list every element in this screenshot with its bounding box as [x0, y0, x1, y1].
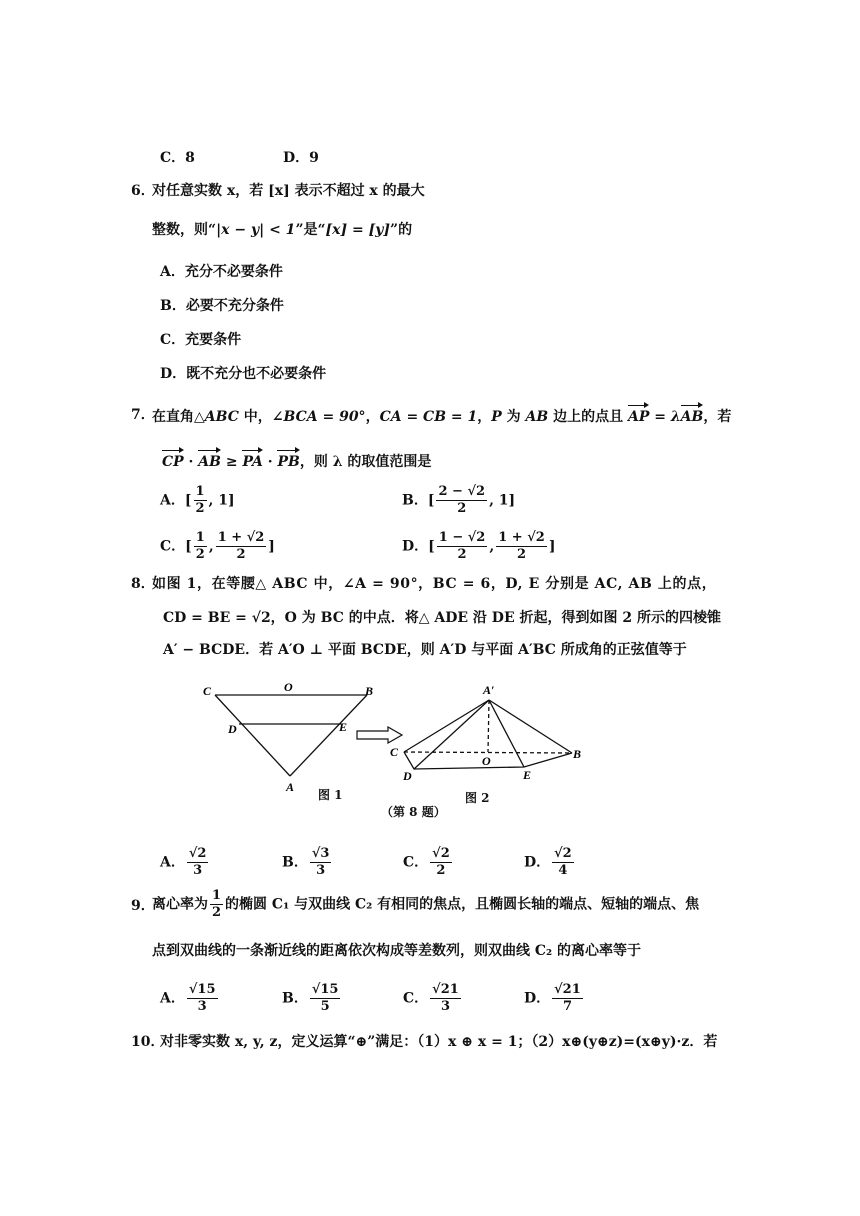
q6-option-c: C．充要条件 — [160, 332, 242, 348]
label-b: B — [365, 684, 374, 698]
vector-pb: PB — [277, 448, 299, 472]
fraction: $\frac{1 - √2}{2}$ — [438, 530, 486, 562]
q7-option-a: A．[ $\frac{1}{2}$ , 1] — [160, 484, 235, 516]
q10-stem-line1: 对非零实数 x, y, z，定义运算“⊕”满足：（1）x ⊕ x = 1；（2）x⊕(y⊕z)=(x⊕y)·z．若 — [160, 1034, 718, 1050]
label-c: C — [390, 745, 399, 759]
fraction: $\frac{√3}{3}$ — [311, 846, 330, 878]
q8-stem-line2: CD = BE = √2，O 为 BC 的中点．将△ ADE 沿 DE 折起，得到如图 2 所示的四棱锥 — [163, 610, 721, 626]
q6-stem-line2: 整数，则“|x − y| < 1”是“[x] = [y]”的 — [152, 222, 413, 238]
q10-number: 10． — [131, 1034, 165, 1050]
q8-option-a: A． $\frac{√2}{3}$ — [160, 846, 207, 878]
fraction: $\frac{1 + √2}{2}$ — [217, 530, 265, 562]
figure-caption: （第 8 题） — [381, 805, 446, 819]
vector-ab: AB — [681, 403, 704, 427]
q7-option-d: D．[ $\frac{1 - √2}{2}$ , $\frac{1 + √2}{2}$ ] — [402, 530, 556, 562]
fraction: $\frac{1}{2}$ — [195, 530, 205, 562]
vector-pa: PA — [242, 448, 262, 472]
label-d: D — [228, 722, 237, 736]
fraction: $\frac{1}{2}$ — [195, 484, 205, 516]
q7-stem-line2: CP · AB ≥ PA · PB，则 λ 的取值范围是 — [162, 448, 431, 472]
q8-option-c: C． $\frac{√2}{2}$ — [403, 846, 450, 878]
fraction: $\frac{2 - √2}{2}$ — [438, 484, 486, 516]
q7-stem-line1: 在直角△ABC 中，∠BCA = 90°，CA = CB = 1，P 为 AB 边上的点且 AP = λAB，若 — [152, 403, 731, 427]
figure-1-caption: 图 1 — [318, 788, 343, 802]
fraction: $\frac{√2}{2}$ — [432, 846, 450, 878]
q9-stem-line1: 离心率为 $\frac{1}{2}$ 的椭圆 C₁ 与双曲线 C₂ 有相同的焦点，且椭圆长轴的端点、短轴的端点、焦 — [152, 888, 700, 920]
q9-number: 9． — [131, 898, 155, 914]
q7-option-b: B．[ $\frac{2 - √2}{2}$ , 1] — [402, 484, 516, 516]
q7-option-c: C．[ $\frac{1}{2}$ , $\frac{1 + √2}{2}$ ] — [160, 530, 275, 562]
q9-option-d: D． $\frac{√21}{7}$ — [524, 982, 581, 1014]
q6-option-d: D．既不充分也不必要条件 — [160, 366, 327, 382]
fraction: $\frac{1}{2}$ — [212, 888, 222, 920]
q6-condition-1: |x − y| < 1 — [216, 222, 296, 238]
q5-option-c: C．8 — [160, 150, 195, 166]
vector-ap: AP — [628, 403, 649, 427]
label-a-prime: A′ — [483, 683, 495, 697]
label-o: O — [284, 680, 293, 694]
q5-option-d: D．9 — [283, 150, 319, 166]
q6-number: 6． — [131, 183, 155, 199]
q6-stem-line1: 对任意实数 x，若 [x] 表示不超过 x 的最大 — [152, 183, 425, 199]
q6-condition-2: [x] = [y] — [325, 222, 391, 238]
q6-option-b: B．必要不充分条件 — [160, 298, 284, 314]
q8-number: 8． — [131, 576, 155, 592]
label-o: O — [482, 754, 491, 768]
vector-ab-2: AB — [198, 448, 221, 472]
q9-stem-line2: 点到双曲线的一条渐近线的距离依次构成等差数列，则双曲线 C₂ 的离心率等于 — [152, 943, 642, 959]
fraction: $\frac{√15}{3}$ — [188, 982, 216, 1014]
label-e: E — [523, 768, 532, 782]
label-a: A — [286, 780, 295, 794]
label-d: D — [403, 769, 412, 783]
figure-2-pyramid — [384, 680, 594, 785]
q8-option-d: D． $\frac{√2}{4}$ — [524, 846, 572, 878]
q8-stem-line3: A′ − BCDE．若 A′O ⊥ 平面 BCDE，则 A′D 与平面 A′BC 所成角的正弦值等于 — [163, 642, 687, 658]
q8-stem-line1: 如图 1，在等腰△ ABC 中，∠A = 90°，BC = 6，D, E 分别是 AC, AB 上的点， — [152, 576, 717, 592]
fraction: $\frac{√21}{7}$ — [554, 982, 581, 1014]
fraction: $\frac{1 + √2}{2}$ — [498, 530, 545, 562]
label-b: B — [573, 747, 582, 761]
q8-option-b: B． $\frac{√3}{3}$ — [282, 846, 330, 878]
fraction: $\frac{√2}{4}$ — [554, 846, 572, 878]
vector-cp: CP — [162, 448, 184, 472]
fraction: $\frac{√21}{3}$ — [432, 982, 459, 1014]
q9-option-b: B． $\frac{√15}{5}$ — [282, 982, 339, 1014]
q7-number: 7． — [131, 407, 155, 423]
figure-2-caption: 图 2 — [465, 791, 490, 805]
label-c: C — [203, 684, 212, 698]
label-e: E — [339, 720, 348, 734]
q6-option-a: A．充分不必要条件 — [160, 264, 283, 280]
q9-option-c: C． $\frac{√21}{3}$ — [403, 982, 459, 1014]
fraction: $\frac{√15}{5}$ — [311, 982, 339, 1014]
q9-option-a: A． $\frac{√15}{3}$ — [160, 982, 216, 1014]
fraction: $\frac{√2}{3}$ — [188, 846, 207, 878]
